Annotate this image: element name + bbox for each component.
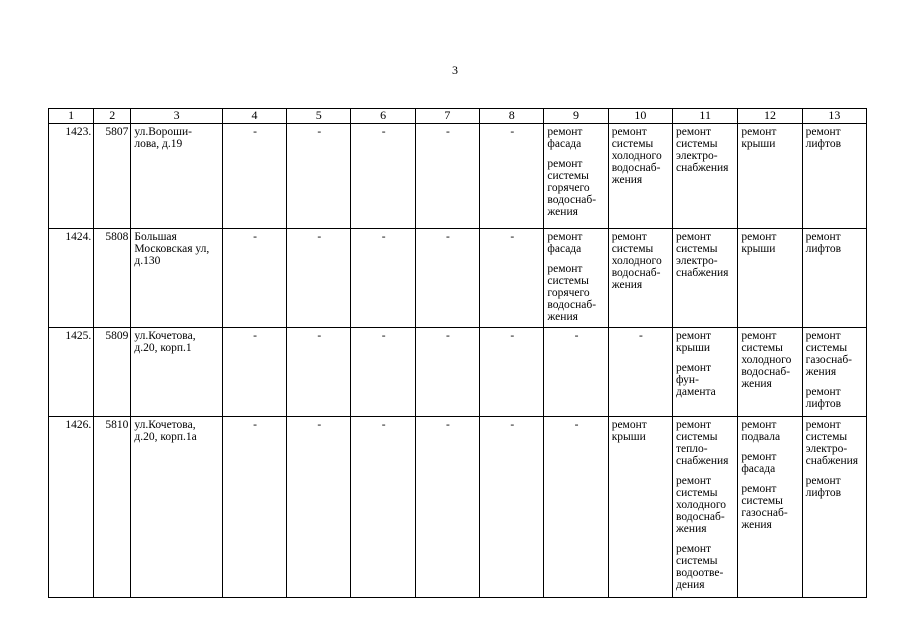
cell-col11 (673, 417, 738, 598)
column-header: 12 (738, 109, 802, 124)
work-item: ремонт системы электро- снабжения (676, 231, 729, 279)
work-item: ремонт системы водоотве- дения (676, 543, 724, 591)
cell-col12 (738, 417, 802, 598)
work-item: ремонт системы холодного водоснаб- жения (741, 330, 792, 390)
work-item: ремонт лифтов (805, 231, 842, 255)
cell-col9 (544, 417, 608, 598)
work-item: ремонт фун- дамента (676, 362, 716, 398)
cell-col5: - (287, 229, 351, 328)
work-item: ремонт системы газоснаб- жения (805, 330, 853, 378)
address-text: Большая Московская ул, д.130 (134, 231, 210, 267)
cell-col9 (544, 328, 608, 417)
work-item: ремонт системы электро- снабжения (805, 419, 859, 467)
cell-col9 (544, 229, 608, 328)
column-header: 9 (544, 109, 608, 124)
table-row (49, 229, 867, 328)
cell-col4: - (222, 417, 286, 598)
cell-col8: - (480, 229, 544, 328)
column-header: 4 (222, 109, 286, 124)
table-row (49, 328, 867, 417)
address-text: ул.Вороши- лова, д.19 (134, 126, 193, 150)
work-item: ремонт крыши (611, 419, 647, 443)
header-row (49, 109, 867, 124)
cell-col9 (544, 124, 608, 229)
cell-col7: - (415, 229, 479, 328)
building-code: 5808 (94, 229, 131, 328)
cell-col4: - (222, 124, 286, 229)
cell-col11 (673, 124, 738, 229)
cell-col12 (738, 229, 802, 328)
cell-col6: - (351, 417, 415, 598)
table-row (49, 417, 867, 598)
column-header: 10 (608, 109, 672, 124)
work-item: ремонт крыши (741, 126, 777, 150)
work-item: - (574, 419, 579, 431)
cell-col10 (608, 417, 672, 598)
work-item: ремонт системы холодного водоснаб- жения (611, 231, 662, 291)
work-item: ремонт фасада (547, 126, 583, 150)
table-row (49, 124, 867, 229)
cell-col10 (608, 328, 672, 417)
work-item: - (638, 330, 643, 342)
row-number: 1425. (49, 328, 94, 417)
cell-col11 (673, 229, 738, 328)
cell-col8: - (480, 417, 544, 598)
work-item: ремонт крыши (741, 231, 777, 255)
cell-col12 (738, 124, 802, 229)
column-header: 2 (94, 109, 131, 124)
work-item: ремонт системы электро- снабжения (676, 126, 729, 174)
cell-col5: - (287, 417, 351, 598)
column-header: 8 (480, 109, 544, 124)
work-item: ремонт лифтов (805, 126, 842, 150)
cell-col7: - (415, 328, 479, 417)
column-header: 7 (415, 109, 479, 124)
work-item: ремонт крыши (676, 330, 712, 354)
cell-col13 (802, 229, 866, 328)
cell-col5: - (287, 328, 351, 417)
cell-col8: - (480, 124, 544, 229)
cell-col8: - (480, 328, 544, 417)
work-item: - (574, 330, 579, 342)
cell-col10 (608, 229, 672, 328)
cell-col5: - (287, 124, 351, 229)
cell-col13 (802, 124, 866, 229)
work-item: ремонт системы холодного водоснаб- жения (676, 475, 727, 535)
work-item: ремонт лифтов (805, 475, 842, 499)
row-number: 1424. (49, 229, 94, 328)
address-cell (131, 124, 222, 229)
work-item: ремонт лифтов (805, 386, 842, 410)
building-code: 5807 (94, 124, 131, 229)
page-number: 3 (452, 63, 458, 77)
cell-col10 (608, 124, 672, 229)
cell-col4: - (222, 328, 286, 417)
address-text: ул.Кочетова, д.20, корп.1 (134, 330, 196, 354)
column-header: 13 (802, 109, 866, 124)
cell-col6: - (351, 124, 415, 229)
cell-col7: - (415, 124, 479, 229)
address-cell (131, 417, 222, 598)
cell-col13 (802, 328, 866, 417)
work-item: ремонт фасада (741, 451, 777, 475)
cell-col6: - (351, 229, 415, 328)
work-item: ремонт системы горячего водоснаб- жения (547, 158, 597, 218)
column-header: 3 (131, 109, 222, 124)
cell-col12 (738, 328, 802, 417)
address-text: ул.Кочетова, д.20, корп.1а (134, 419, 197, 443)
building-code: 5810 (94, 417, 131, 598)
address-cell (131, 229, 222, 328)
column-header: 11 (673, 109, 738, 124)
column-header: 1 (49, 109, 94, 124)
cell-col11 (673, 328, 738, 417)
work-item: ремонт системы газоснаб- жения (741, 483, 788, 531)
column-header: 6 (351, 109, 415, 124)
cell-col6: - (351, 328, 415, 417)
work-item: ремонт системы холодного водоснаб- жения (611, 126, 662, 186)
column-header: 5 (287, 109, 351, 124)
building-code: 5809 (94, 328, 131, 417)
work-item: ремонт системы горячего водоснаб- жения (547, 263, 597, 323)
work-item: ремонт подвала (741, 419, 781, 443)
cell-col13 (802, 417, 866, 598)
row-number: 1426. (49, 417, 94, 598)
works-table (48, 108, 867, 598)
work-item: ремонт системы тепло- снабжения (676, 419, 729, 467)
cell-col7: - (415, 417, 479, 598)
row-number: 1423. (49, 124, 94, 229)
work-item: ремонт фасада (547, 231, 583, 255)
address-cell (131, 328, 222, 417)
cell-col4: - (222, 229, 286, 328)
